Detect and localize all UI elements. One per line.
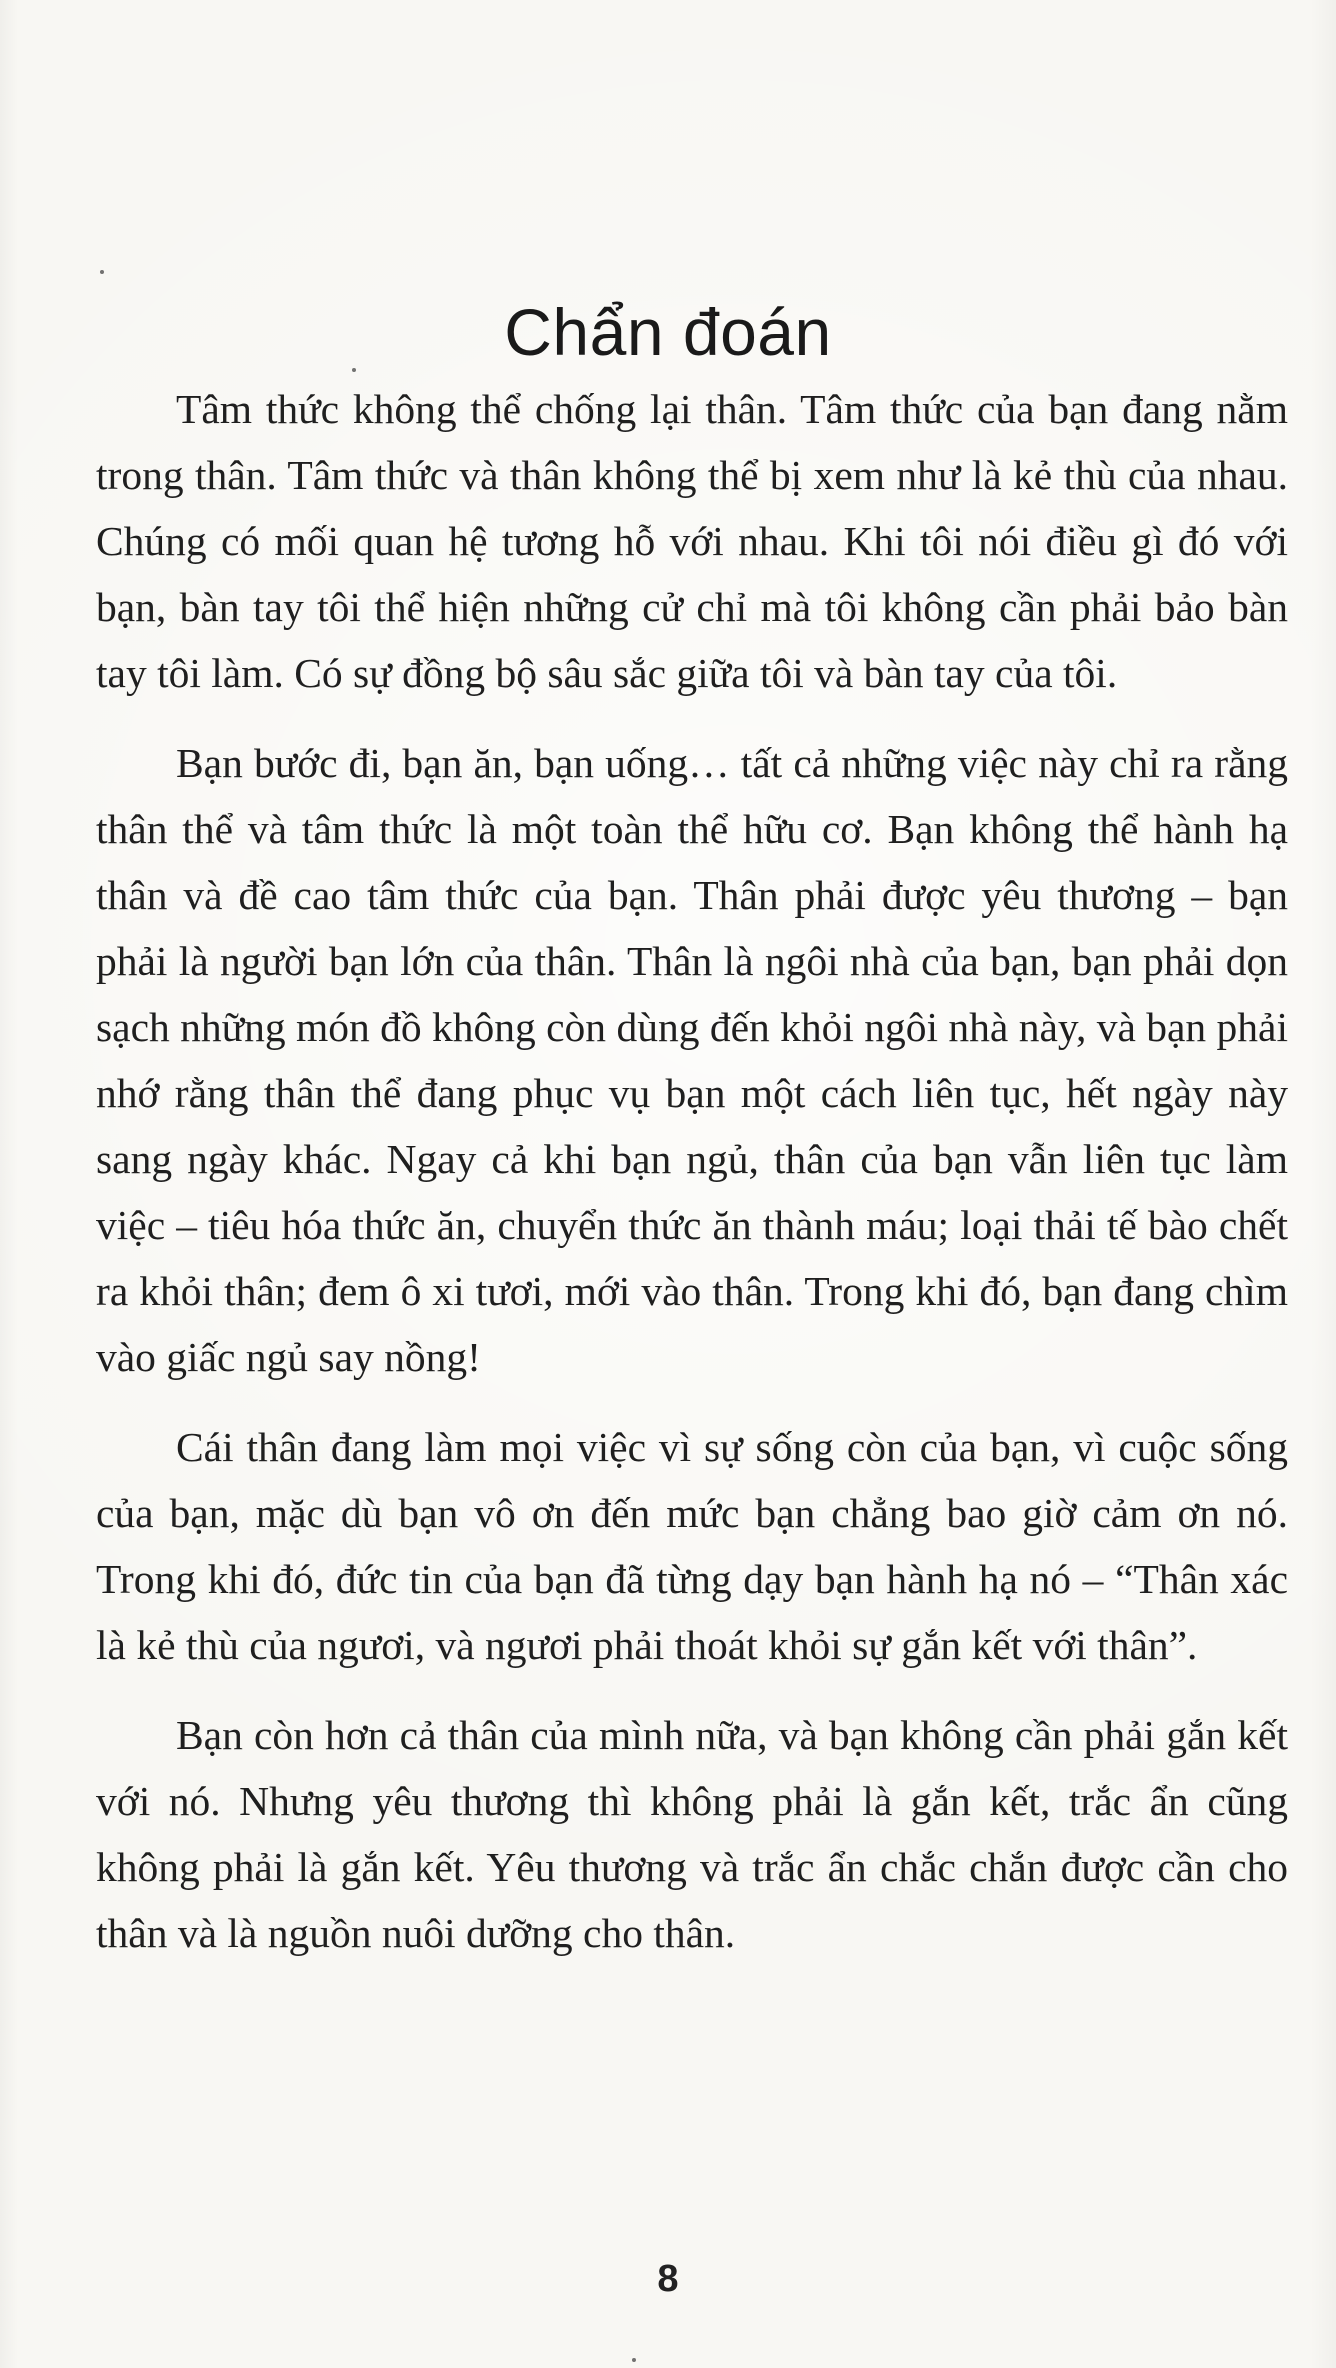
paragraph: Cái thân đang làm mọi việc vì sự sống còn của bạn, vì cuộc sống của bạn, mặc dù bạn vô ơn đến mức bạn chẳng bao giờ cảm ơn nó. Trong khi đó, đức tin của bạn đã từng dạy bạn hành hạ nó – “Thân xác là kẻ thù của ngươi, và ngươi phải thoát khỏi sự gắn kết với thân”.	[96, 1424, 1288, 1668]
page-number: 8	[657, 2258, 679, 2300]
print-speck	[100, 270, 104, 274]
print-speck	[632, 2358, 636, 2362]
paragraph: Bạn còn hơn cả thân của mình nữa, và bạn không cần phải gắn kết với nó. Nhưng yêu thương thì không phải là gắn kết, trắc ẩn cũng không phải là gắn kết. Yêu thương và trắc ẩn chắc chắn được cần cho thân và là nguồn nuôi dưỡng cho thân.	[96, 1712, 1288, 1956]
paragraph: Tâm thức không thể chống lại thân. Tâm thức của bạn đang nằm trong thân. Tâm thức và thân không thể bị xem như là kẻ thù của nhau. Chúng có mối quan hệ tương hỗ với nhau. Khi tôi nói điều gì đó với bạn, bàn tay tôi thể hiện những cử chỉ mà tôi không cần phải bảo bàn tay tôi làm. Có sự đồng bộ sâu sắc giữa tôi và bàn tay của tôi.	[96, 386, 1288, 696]
body-text	[96, 376, 1288, 1990]
paragraph: Bạn bước đi, bạn ăn, bạn uống… tất cả những việc này chỉ ra rằng thân thể và tâm thức là một toàn thể hữu cơ. Bạn không thể hành hạ thân và đề cao tâm thức của bạn. Thân phải được yêu thương – bạn phải là người bạn lớn của thân. Thân là ngôi nhà của bạn, bạn phải dọn sạch những món đồ không còn dùng đến khỏi ngôi nhà này, và bạn phải nhớ rằng thân thể đang phục vụ bạn một cách liên tục, hết ngày này sang ngày khác. Ngay cả khi bạn ngủ, thân của bạn vẫn liên tục làm việc – tiêu hóa thức ăn, chuyển thức ăn thành máu; loại thải tế bào chết ra khỏi thân; đem ô xi tươi, mới vào thân. Trong khi đó, bạn đang chìm vào giấc ngủ say nồng!	[96, 740, 1288, 1380]
chapter-title: Chẩn đoán	[504, 295, 832, 370]
